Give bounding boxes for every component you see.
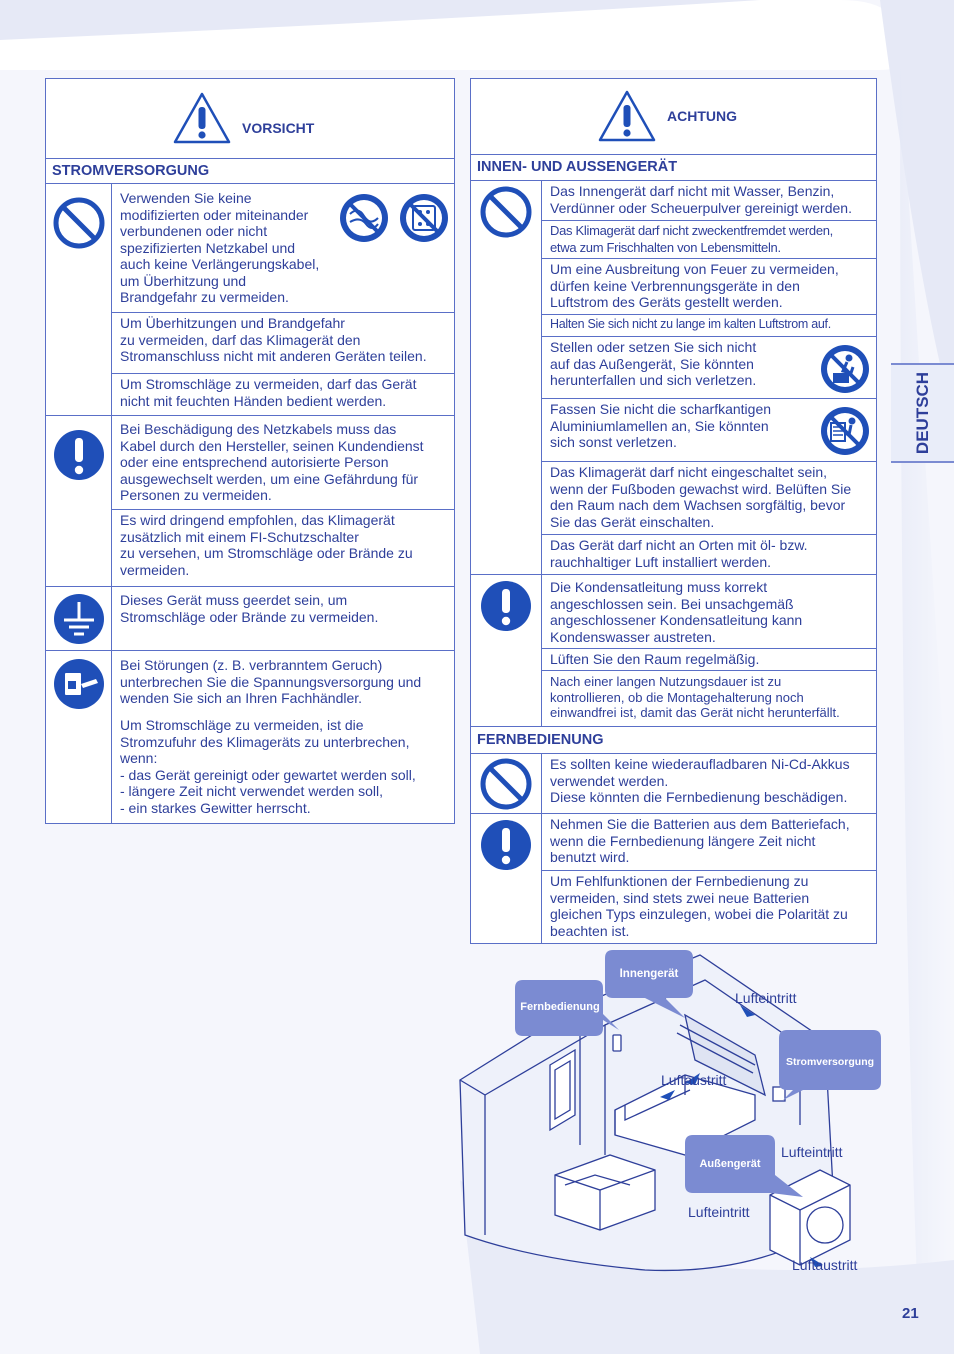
- warning-triangle-icon: [597, 89, 657, 143]
- text-cell: Halten Sie sich nicht zu lange im kalten Luftstrom auf.: [541, 314, 876, 337]
- text-cell: Nach einer langen Nutzungsdauer ist zu kontrollieren, ob die Montagehalterung noch einwandfrei ist, damit das Gerät nicht herunterfällt.: [541, 670, 876, 727]
- mandatory-group: [46, 416, 454, 587]
- text-cell: Um Stromschläge zu vermeiden, ist die Stromzufuhr des Klimageräts zu unterbrechen, wenn: - das Gerät gereinigt oder gewartet werden soll, - längere Zeit nicht verwendet werden soll, - ein starkes Gewitter herrscht.: [120, 717, 416, 816]
- bubble-power: Stromversorgung: [785, 1056, 875, 1068]
- vorsicht-panel: [45, 78, 455, 824]
- language-tab[interactable]: [891, 363, 954, 463]
- mandatory-group: [471, 814, 876, 943]
- text-cell: Es wird dringend empfohlen, das Klimagerät zusätzlich mit einem FI-Schutzschalter zu versehen, um Stromschläge oder Brände zu vermeiden.: [111, 509, 454, 587]
- bubble-outdoor: Außengerät: [699, 1158, 761, 1170]
- disconnect-group: [46, 651, 454, 823]
- label-air-in-indoor: Lufteintritt: [735, 990, 797, 1006]
- prohibition-icon: [479, 185, 533, 239]
- text-cell: Um Stromschläge zu vermeiden, darf das Gerät nicht mit feuchten Händen bedient werden.: [111, 373, 454, 416]
- text-cell: Um Fehlfunktionen der Fernbedienung zu vermeiden, sind stets zwei neue Batterien gleichen Typs einzulegen, wobei die Polarität zu beachten ist.: [541, 870, 876, 943]
- text-cell: Das Klimagerät darf nicht eingeschaltet sein, wenn der Fußboden gewachst wird. Belüften Sie den Raum nach dem Wachsen sorgfältig, bevor Sie das Gerät einschalten.: [541, 461, 876, 535]
- text-cell: Das Klimagerät darf nicht zweckentfremdet werden, etwa zum Frischhalten von Lebensmitteln.: [541, 220, 876, 259]
- text-cell: Bei Beschädigung des Netzkabels muss das Kabel durch den Hersteller, seinen Kundendienst oder eine entsprechend autorisierte Person ausgewechselt werden, um eine Gefährdung für Personen zu vermeiden.: [120, 421, 424, 503]
- page-number: 21: [902, 1305, 919, 1322]
- text-cell: Fassen Sie nicht die scharfkantigen Aluminiumlamellen an, Sie könnten sich sonst verletzen.: [541, 398, 876, 462]
- text-cell: Um eine Ausbreitung von Feuer zu vermeiden, dürfen keine Verbrennungsgeräte in den Luftstrom des Geräts gestellt werden.: [541, 258, 876, 315]
- text-cell: Das Innengerät darf nicht mit Wasser, Benzin, Verdünner oder Scheuerpulver gereinigt werden.: [550, 183, 852, 216]
- vorsicht-header: [46, 79, 454, 159]
- text-cell: Stellen oder setzen Sie sich nicht auf das Außengerät, Sie könnten herunterfallen und sich verletzen.: [541, 336, 876, 399]
- prohibition-group: [471, 181, 876, 575]
- text-cell: Die Kondensatleitung muss korrekt angeschlossen sein. Bei unsachgemäß angeschlossener Kondensatleitung kann Kondenswasser austreten.: [550, 579, 803, 645]
- prohibition-group: [471, 754, 876, 814]
- no-multi-plug-icon: [398, 192, 450, 244]
- text-cell: Das Gerät darf nicht an Orten mit öl- bzw. rauchhaltiger Luft installiert werden.: [541, 534, 876, 575]
- section-stromversorgung: STROMVERSORGUNG: [46, 158, 454, 184]
- vorsicht-title: VORSICHT: [242, 120, 315, 136]
- bubble-remote: Fernbedienung: [520, 1001, 600, 1013]
- text-cell: Verwenden Sie keine modifizierten oder miteinander verbundenen oder nicht spezifizierten Netzkabel und auch keine Verlängerungskabel, um Überhitzung und Brandgefahr zu vermeiden.: [120, 190, 320, 305]
- language-tab-label: DEUTSCH: [912, 371, 932, 455]
- label-air-in-outdoor-top: Lufteintritt: [781, 1144, 843, 1160]
- text-cell: Lüften Sie den Raum regelmäßig.: [541, 648, 876, 671]
- text-cell: Es sollten keine wiederaufladbaren Ni-Cd-Akkus verwendet werden. Diese könnten die Fernbedienung beschädigen.: [550, 756, 850, 805]
- no-climbing-icon: [819, 343, 871, 395]
- achtung-title: ACHTUNG: [667, 108, 737, 124]
- exclamation-icon: [479, 579, 533, 633]
- text-cell: Nehmen Sie die Batterien aus dem Batteriefach, wenn die Fernbedienung längere Zeit nicht benutzt wird.: [550, 816, 850, 865]
- bubble-indoor: Innengerät: [619, 968, 679, 980]
- achtung-panel: [470, 78, 877, 944]
- achtung-header: [471, 79, 876, 155]
- prohibition-group: [46, 184, 454, 416]
- exclamation-icon: [479, 818, 533, 872]
- no-extension-cable-icon: [338, 192, 390, 244]
- prohibition-icon: [479, 757, 533, 811]
- label-air-out-outdoor: Luftaustritt: [792, 1257, 858, 1273]
- prohibition-icon: [52, 196, 106, 250]
- ground-group: [46, 587, 454, 651]
- unplug-icon: [52, 657, 106, 711]
- label-air-out-indoor: Luftaustritt: [661, 1072, 727, 1088]
- no-touch-fins-icon: [819, 405, 871, 457]
- text-cell: Dieses Gerät muss geerdet sein, um Stromschläge oder Brände zu vermeiden.: [120, 592, 379, 625]
- text-cell: Um Überhitzungen und Brandgefahr zu vermeiden, darf das Klimagerät den Stromanschluss nicht mit anderen Geräten teilen.: [111, 312, 454, 374]
- exclamation-icon: [52, 428, 106, 482]
- label-air-in-outdoor-side: Lufteintritt: [688, 1204, 750, 1220]
- section-fernbedienung: FERNBEDIENUNG: [471, 727, 876, 754]
- mandatory-group: [471, 575, 876, 727]
- earth-ground-icon: [52, 592, 106, 646]
- warning-triangle-icon: [172, 91, 232, 145]
- section-innen-aussengeraet: INNEN- UND AUSSENGERÄT: [471, 154, 876, 181]
- text-cell: Bei Störungen (z. B. verbranntem Geruch) unterbrechen Sie die Spannungsversorgung und wenden Sie sich an Ihren Fachhändler.: [120, 657, 422, 706]
